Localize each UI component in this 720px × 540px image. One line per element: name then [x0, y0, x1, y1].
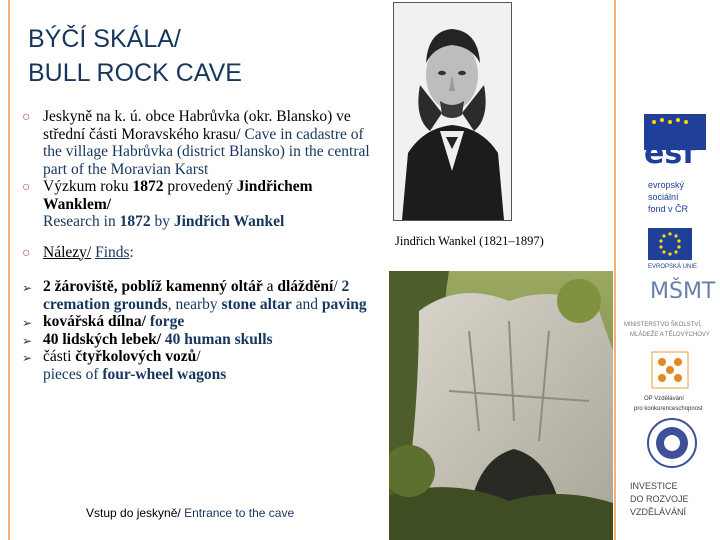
esf-line-1: evropský: [648, 180, 685, 190]
spacer: [22, 231, 372, 244]
esf-line-2: sociální: [648, 192, 679, 202]
cave-photo: [389, 271, 613, 540]
finds-en: Finds: [95, 243, 130, 261]
altar-en: stone altar: [221, 295, 292, 313]
msmt-wordmark: MŠMT: [650, 279, 716, 304]
cave-caption-en: Entrance to the cave: [184, 506, 295, 520]
location-cz: Jeskyně na k. ú. obce Habrůvka (okr. Blansko) ve střední části Moravského krasu/: [43, 108, 351, 143]
research-cz-text-2: provedený: [163, 178, 237, 195]
op-icon: [650, 350, 690, 390]
research-cz-name: Jindřichem Wanklem: [43, 178, 313, 213]
op-logo: [622, 348, 718, 420]
portrait-caption: Jindřich Wankel (1821–1897): [395, 234, 544, 248]
paving-cz: dláždění: [277, 278, 334, 295]
msmt-logo: [622, 280, 718, 346]
eu-logo: [622, 228, 718, 274]
forge-en: forge: [149, 313, 185, 330]
slash-cz: /: [333, 278, 342, 295]
bullet-forge: [22, 313, 372, 331]
portrait-image: [393, 2, 512, 221]
wagons-en: four-wheel wagons: [102, 365, 227, 383]
cremation-en: 2 cremation grounds: [43, 278, 350, 313]
paving-en: paving: [321, 295, 367, 313]
circle-bullet-icon: ○: [22, 245, 31, 261]
invest-line-3: VZDĚLÁVÁNÍ: [630, 507, 687, 517]
msmt-line-1: MINISTERSTVO ŠKOLSTVÍ,: [624, 322, 702, 328]
circle-bullet-icon: ○: [22, 180, 31, 195]
invest-line-2: DO ROZVOJE: [630, 494, 689, 504]
bullet-wagons: [22, 348, 372, 383]
msmt-line-2: MLÁDEŽE A TĚLOVÝCHOVY: [630, 332, 710, 338]
arrow-bullet-icon: ➢: [22, 316, 33, 330]
esf-line-3: fond v ČR: [648, 204, 689, 214]
eu-label: EVROPSKÁ UNIE: [648, 264, 698, 270]
research-en-text-2: by: [150, 213, 174, 230]
research-en-text: Research in: [43, 213, 120, 230]
title-line-2: BULL ROCK CAVE: [28, 59, 242, 87]
invest-logo: [630, 480, 718, 540]
title-line-1: BÝČÍ SKÁLA/: [28, 25, 181, 53]
research-en-year: 1872: [119, 213, 151, 230]
altar-cz: kamenný oltář: [165, 278, 263, 295]
op-line-1: OP Vzdělávání: [644, 396, 684, 402]
circle-bullet-icon: ○: [22, 110, 31, 125]
cremation-cz: 2 žároviště, poblíž: [43, 278, 166, 295]
frame-line-right: [614, 0, 616, 540]
op-line-2: pro konkurenceschopnost: [634, 406, 703, 412]
research-cz-year: 1872: [132, 178, 164, 195]
arrow-bullet-icon: ➢: [22, 333, 33, 348]
forge-cz: kovářská dílna/: [43, 313, 150, 330]
finds-colon: :: [129, 243, 134, 261]
esf-wordmark: esf: [644, 136, 696, 171]
portrait-drawing: [394, 3, 511, 220]
cave-caption: [86, 506, 294, 520]
spacer: [22, 261, 372, 278]
funding-logos: [622, 108, 718, 540]
location-en: Cave in cadastre of the village Habrůvka (district Blansko) in the central part of the Moravian Karst: [43, 125, 370, 178]
seal-icon: [646, 414, 698, 472]
arrow-bullet-icon: ➢: [22, 351, 33, 365]
and-en: and: [291, 295, 322, 313]
wagons-slash: /: [196, 348, 201, 365]
skulls-en: 40 human skulls: [164, 330, 273, 348]
research-cz-text: Výzkum roku: [43, 178, 133, 195]
bullet-location: [22, 108, 372, 178]
slide-title: [28, 22, 242, 90]
esf-logo: [644, 112, 706, 224]
university-seal: [646, 414, 698, 472]
skulls-cz: 40 lidských lebek/: [43, 330, 165, 348]
arrow-bullet-icon: ➢: [22, 281, 33, 295]
eu-flag-icon: [648, 228, 692, 260]
invest-line-1: INVESTICE: [630, 481, 678, 491]
research-cz-slash: /: [106, 195, 112, 213]
finds-cz: Nálezy/: [43, 243, 92, 261]
wagons-cz-text: části: [43, 348, 76, 365]
cave-caption-cz: Vstup do jeskyně/: [86, 506, 185, 520]
bullet-skulls: [22, 331, 372, 349]
bullet-research: [22, 178, 372, 231]
frame-line-left: [8, 0, 10, 540]
bullet-cremation: [22, 278, 372, 313]
and-cz: a: [262, 278, 278, 295]
cave-photo-drawing: [389, 271, 613, 540]
wagons-cz: čtyřkolových vozů: [75, 348, 197, 365]
research-en-name: Jindřich Wankel: [173, 213, 285, 230]
bullet-finds: [22, 244, 372, 262]
bullet-list: [22, 108, 372, 383]
nearby-en: , nearby: [167, 295, 222, 313]
wagons-en-text: pieces of: [43, 365, 103, 383]
